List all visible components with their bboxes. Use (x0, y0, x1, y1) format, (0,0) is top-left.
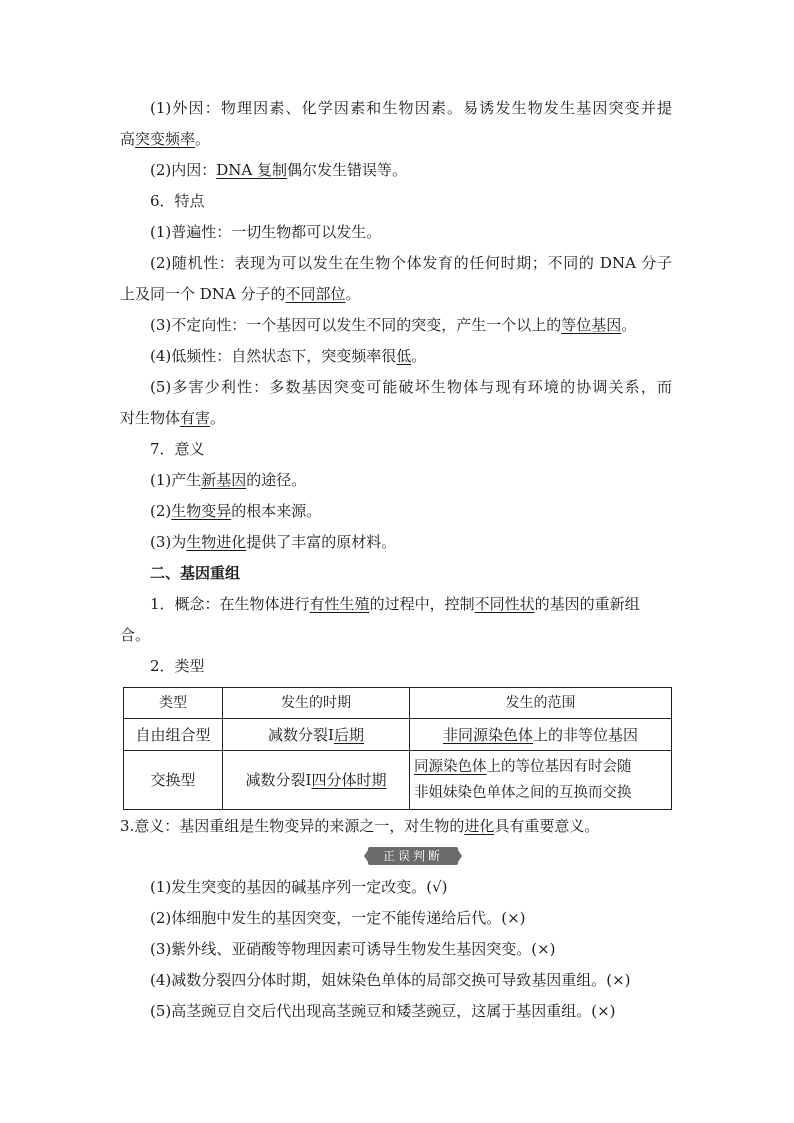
judgment-item: (4)减数分裂四分体时期，姐妹染色单体的局部交换可导致基因重组。(×) (150, 971, 631, 989)
table-cell-range: 非同源染色体上的非等位基因 (410, 719, 672, 751)
judgment-item: (3)紫外线、亚硝酸等物理因素可诱导生物发生基因突变。(×) (150, 940, 556, 958)
recombination-significance: 3.意义：基因重组是生物变异的来源之一，对生物的进化具有重要意义。 (120, 817, 600, 835)
feature-low-frequency: (4)低频性：自然状态下，突变频率很低。 (150, 347, 427, 365)
table-cell-range: 同源染色体上的等位基因有时会随 非姐妹染色单体之间的互换而交换 (410, 751, 672, 810)
badge-label: 正误判断 (368, 847, 458, 865)
concept-line: 1．概念：在生物体进行有性生殖的过程中，控制不同性状的基因的重新组 (150, 595, 640, 613)
types-heading: 2．类型 (150, 657, 205, 675)
significance-2: (2)生物变异的根本来源。 (150, 502, 322, 520)
section-heading-recombination: 二、基因重组 (150, 564, 241, 582)
recombination-types-table (123, 687, 672, 810)
significance-1: (1)产生新基因的途径。 (150, 471, 307, 489)
table-header-row (124, 688, 672, 719)
heading-features: 6．特点 (150, 192, 205, 210)
table-cell-period: 减数分裂Ⅰ四分体时期 (223, 751, 410, 810)
heading-significance: 7．意义 (150, 440, 205, 458)
true-false-badge (368, 847, 458, 867)
internal-cause-line: (2)内因：DNA 复制偶尔发生错误等。 (150, 161, 408, 179)
judgment-item: (1)发生突变的基因的碱基序列一定改变。(√) (150, 878, 448, 896)
feature-nondirectional: (3)不定向性：一个基因可以发生不同的突变，产生一个以上的等位基因。 (150, 316, 637, 334)
table-header-cell: 发生的时期 (223, 688, 410, 719)
table-header-cell: 类型 (124, 688, 223, 719)
judgment-item: (5)高茎豌豆自交后代出现高茎豌豆和矮茎豌豆，这属于基因重组。(×) (150, 1002, 616, 1020)
feature-harmful: (5)多害少利性：多数基因突变可能破坏生物体与现有环境的协调关系，而 (150, 378, 672, 396)
external-cause-line-cont: 高突变频率。 (120, 130, 211, 148)
table-cell-period: 减数分裂Ⅰ后期 (223, 719, 410, 751)
external-cause-line: (1)外因：物理因素、化学因素和生物因素。易诱发生物发生基因突变并提 (150, 99, 672, 117)
significance-3: (3)为生物进化提供了丰富的原材料。 (150, 533, 397, 551)
feature-randomness: (2)随机性：表现为可以发生在生物个体发育的任何时期；不同的 DNA 分子 (150, 254, 672, 272)
feature-randomness-cont: 上及同一个 DNA 分子的不同部位。 (120, 285, 361, 303)
feature-harmful-cont: 对生物体有害。 (120, 409, 226, 427)
judgment-item: (2)体细胞中发生的基因突变，一定不能传递给后代。(×) (150, 909, 526, 927)
table-cell-type: 交换型 (124, 751, 223, 810)
table-cell-type: 自由组合型 (124, 719, 223, 751)
table-header-cell: 发生的范围 (410, 688, 672, 719)
feature-universality: (1)普遍性：一切生物都可以发生。 (150, 223, 382, 241)
table-row (124, 719, 672, 751)
concept-line-cont: 合。 (120, 626, 151, 644)
table-row (124, 751, 672, 810)
